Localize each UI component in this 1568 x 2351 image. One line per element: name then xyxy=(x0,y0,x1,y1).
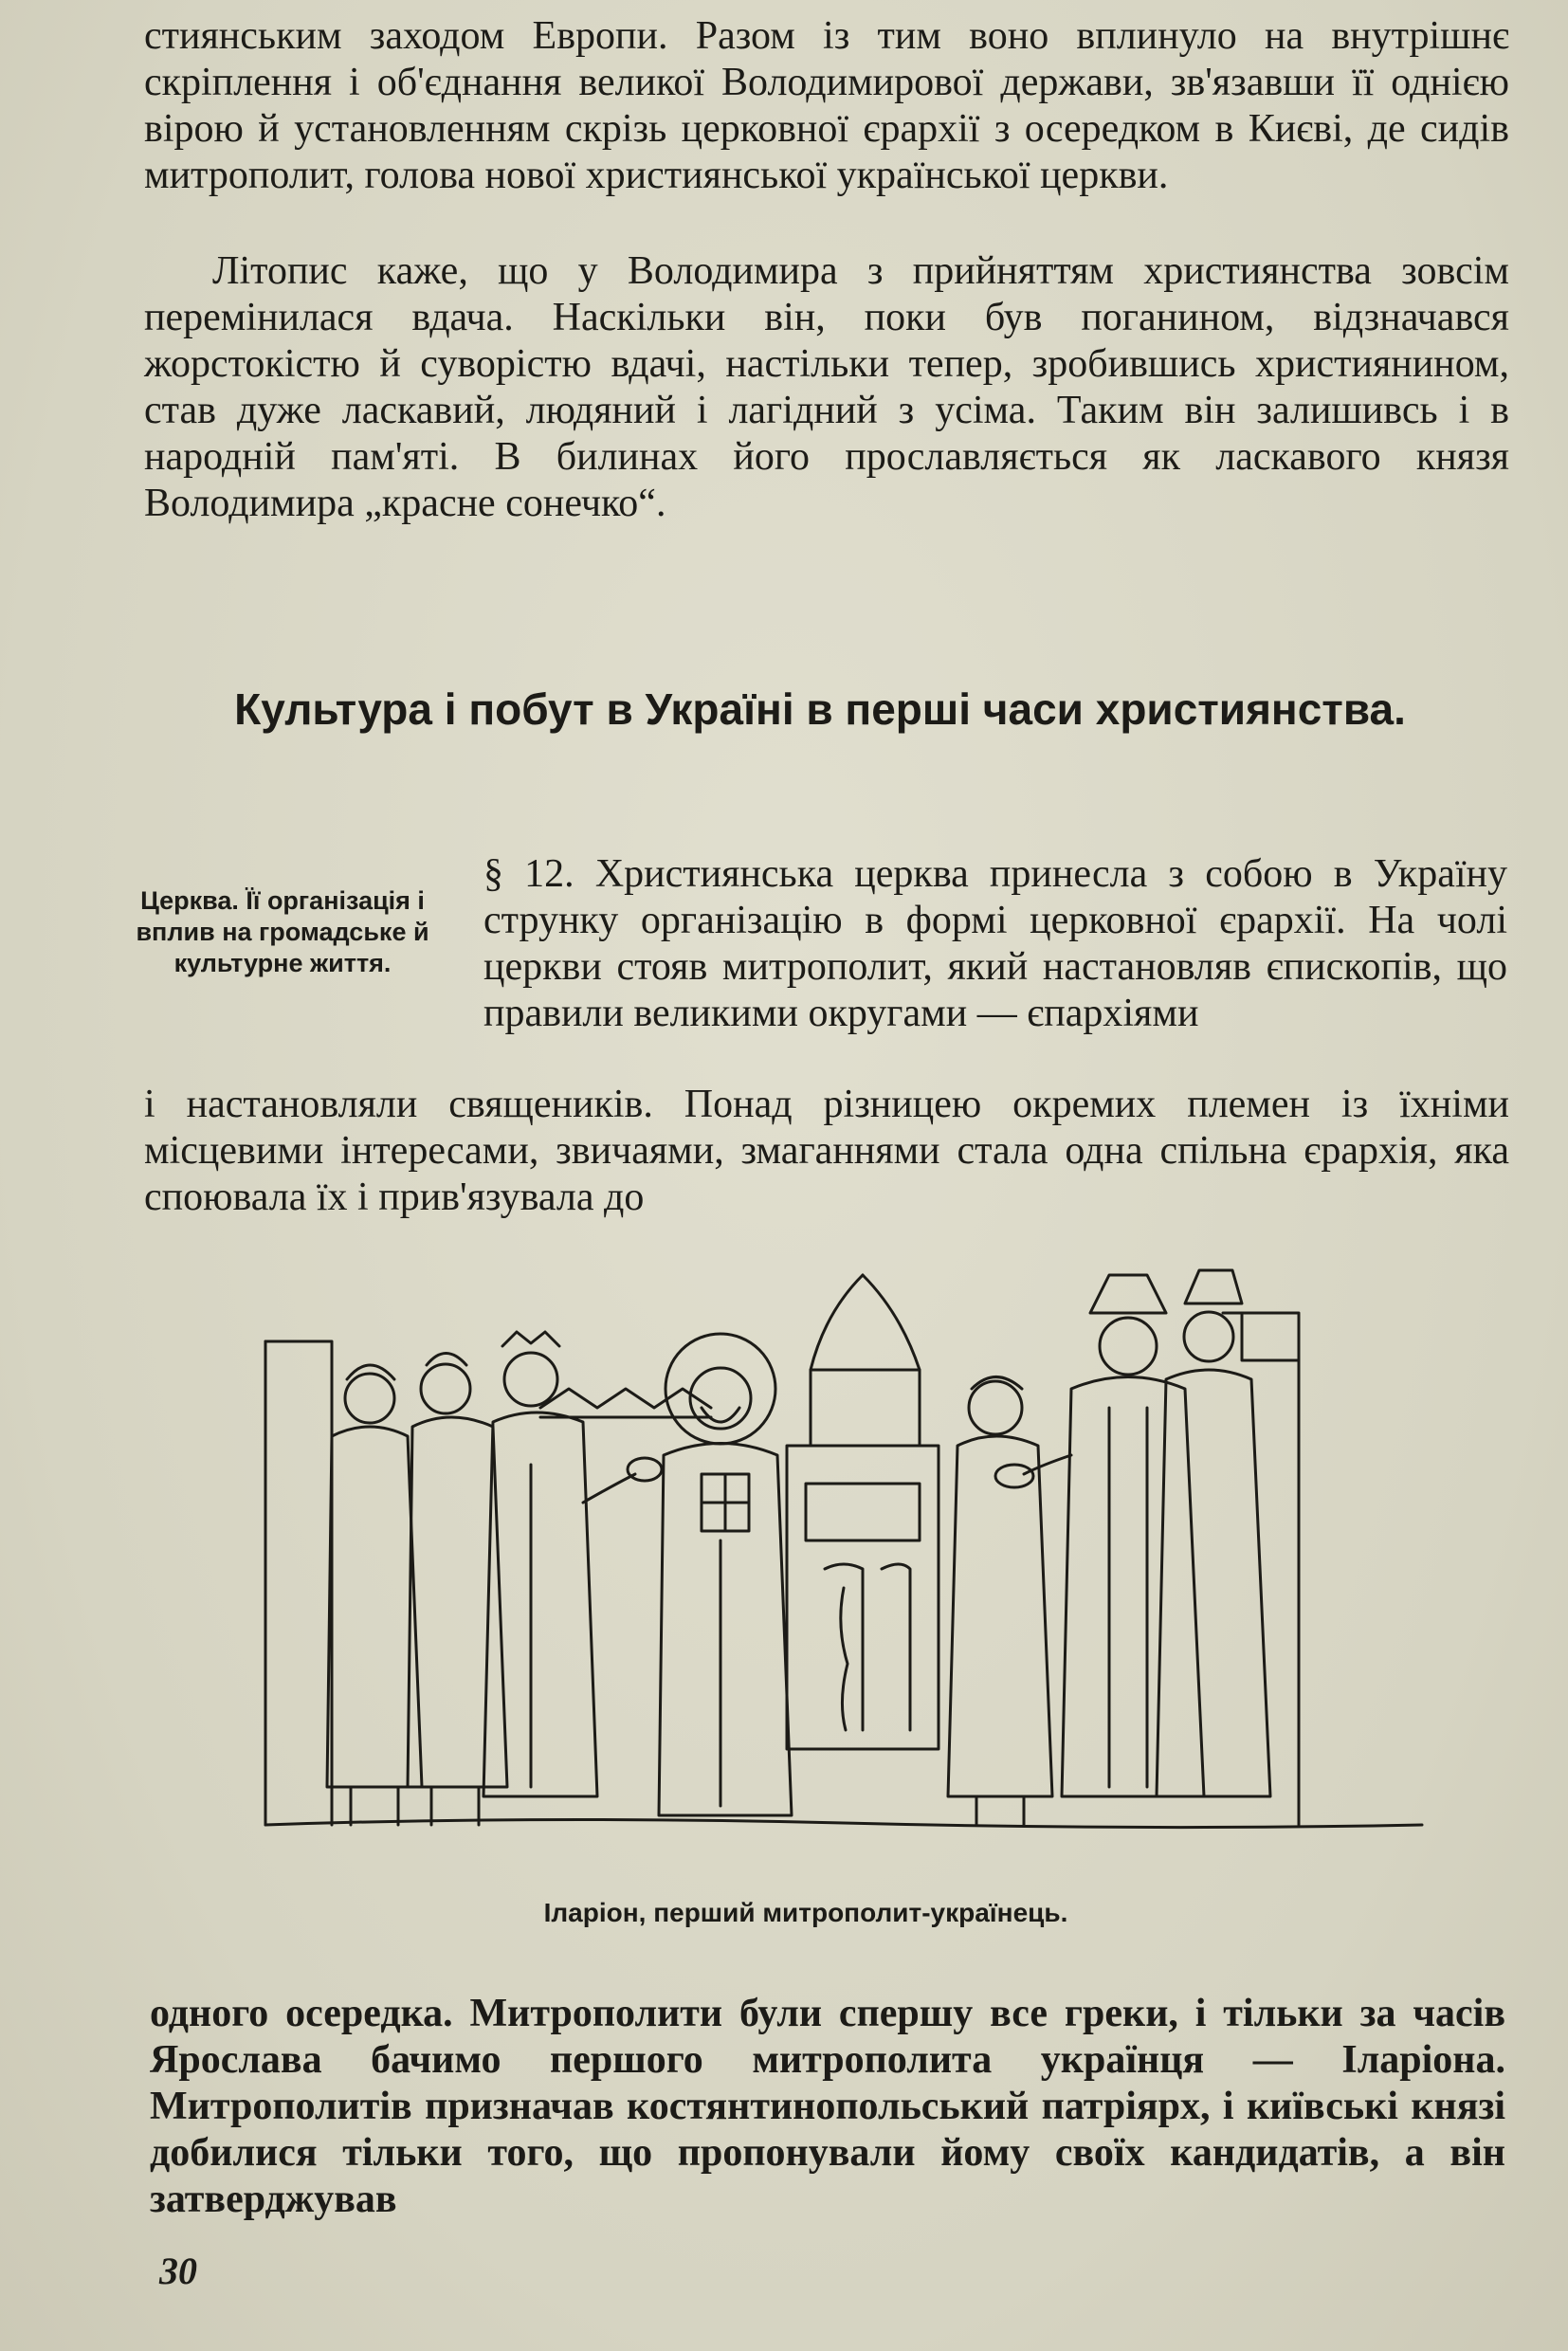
line-drawing xyxy=(256,1256,1431,1882)
section-heading: Культура і побут в Україні в перші часи християнства. xyxy=(234,684,1406,734)
paragraph-1: стиянським заходом Европи. Разом із тим воно вплинуло на внутрішнє скріплення і об'єднання великої Володимирової держави, зв'язавши її однією вірою й установленням скрізь церковної єрархії з осередком в Києві, де сидів митрополит, голова нової християнської української церкви. xyxy=(144,14,1509,197)
paragraph-2-text: Літопис каже, що у Володимира з прийняттям християнства зовсім перемінилася вдача. Наскільки він, поки був поганином, відзначався жорстокістю й суворістю вдачі, настільки тепер, зробившись християнином, став дуже ласкавий, людяний і лагідний з усіма. Таким він залишивсь і в народній пам'яті. В билинах його прославляється як ласкавого князя Володимира „красне сонечко“. xyxy=(144,249,1509,525)
figure-caption: Іларіон, перший митрополит-українець. xyxy=(543,1898,1068,1927)
paragraph-5: одного осередка. Митрополити були спершу все греки, і тільки за часів Ярослава бачимо першого митрополита українця — Іларіона. Митрополитів призначав костянтинопольський патріярх, і київські князі добилися тільки того, що пропонували йому своїх кандидатів, а він затверджував xyxy=(150,1992,1505,2221)
paragraph-4: і настановляли священиків. Понад різницею окремих племен із їхніми місцевими інтересами, звичаями, змаганнями стала одна спільна єрархія, яка споювала їх і прив'язувала до xyxy=(144,1083,1509,1219)
illustration-hilarion xyxy=(256,1256,1431,1882)
margin-note: Церква. Її організація і вплив на громадське й культурне життя. xyxy=(136,886,429,977)
paragraph-2 xyxy=(144,248,1509,527)
paragraph-3: § 12. Християнська церква принесла з собою в Україну струнку організацію в формі церковної єрархії. На чолі церкви стояв митрополит, який настановляв єпископів, що правили великими округами — єпархіями xyxy=(483,852,1507,1035)
page-number: 30 xyxy=(159,2250,197,2292)
